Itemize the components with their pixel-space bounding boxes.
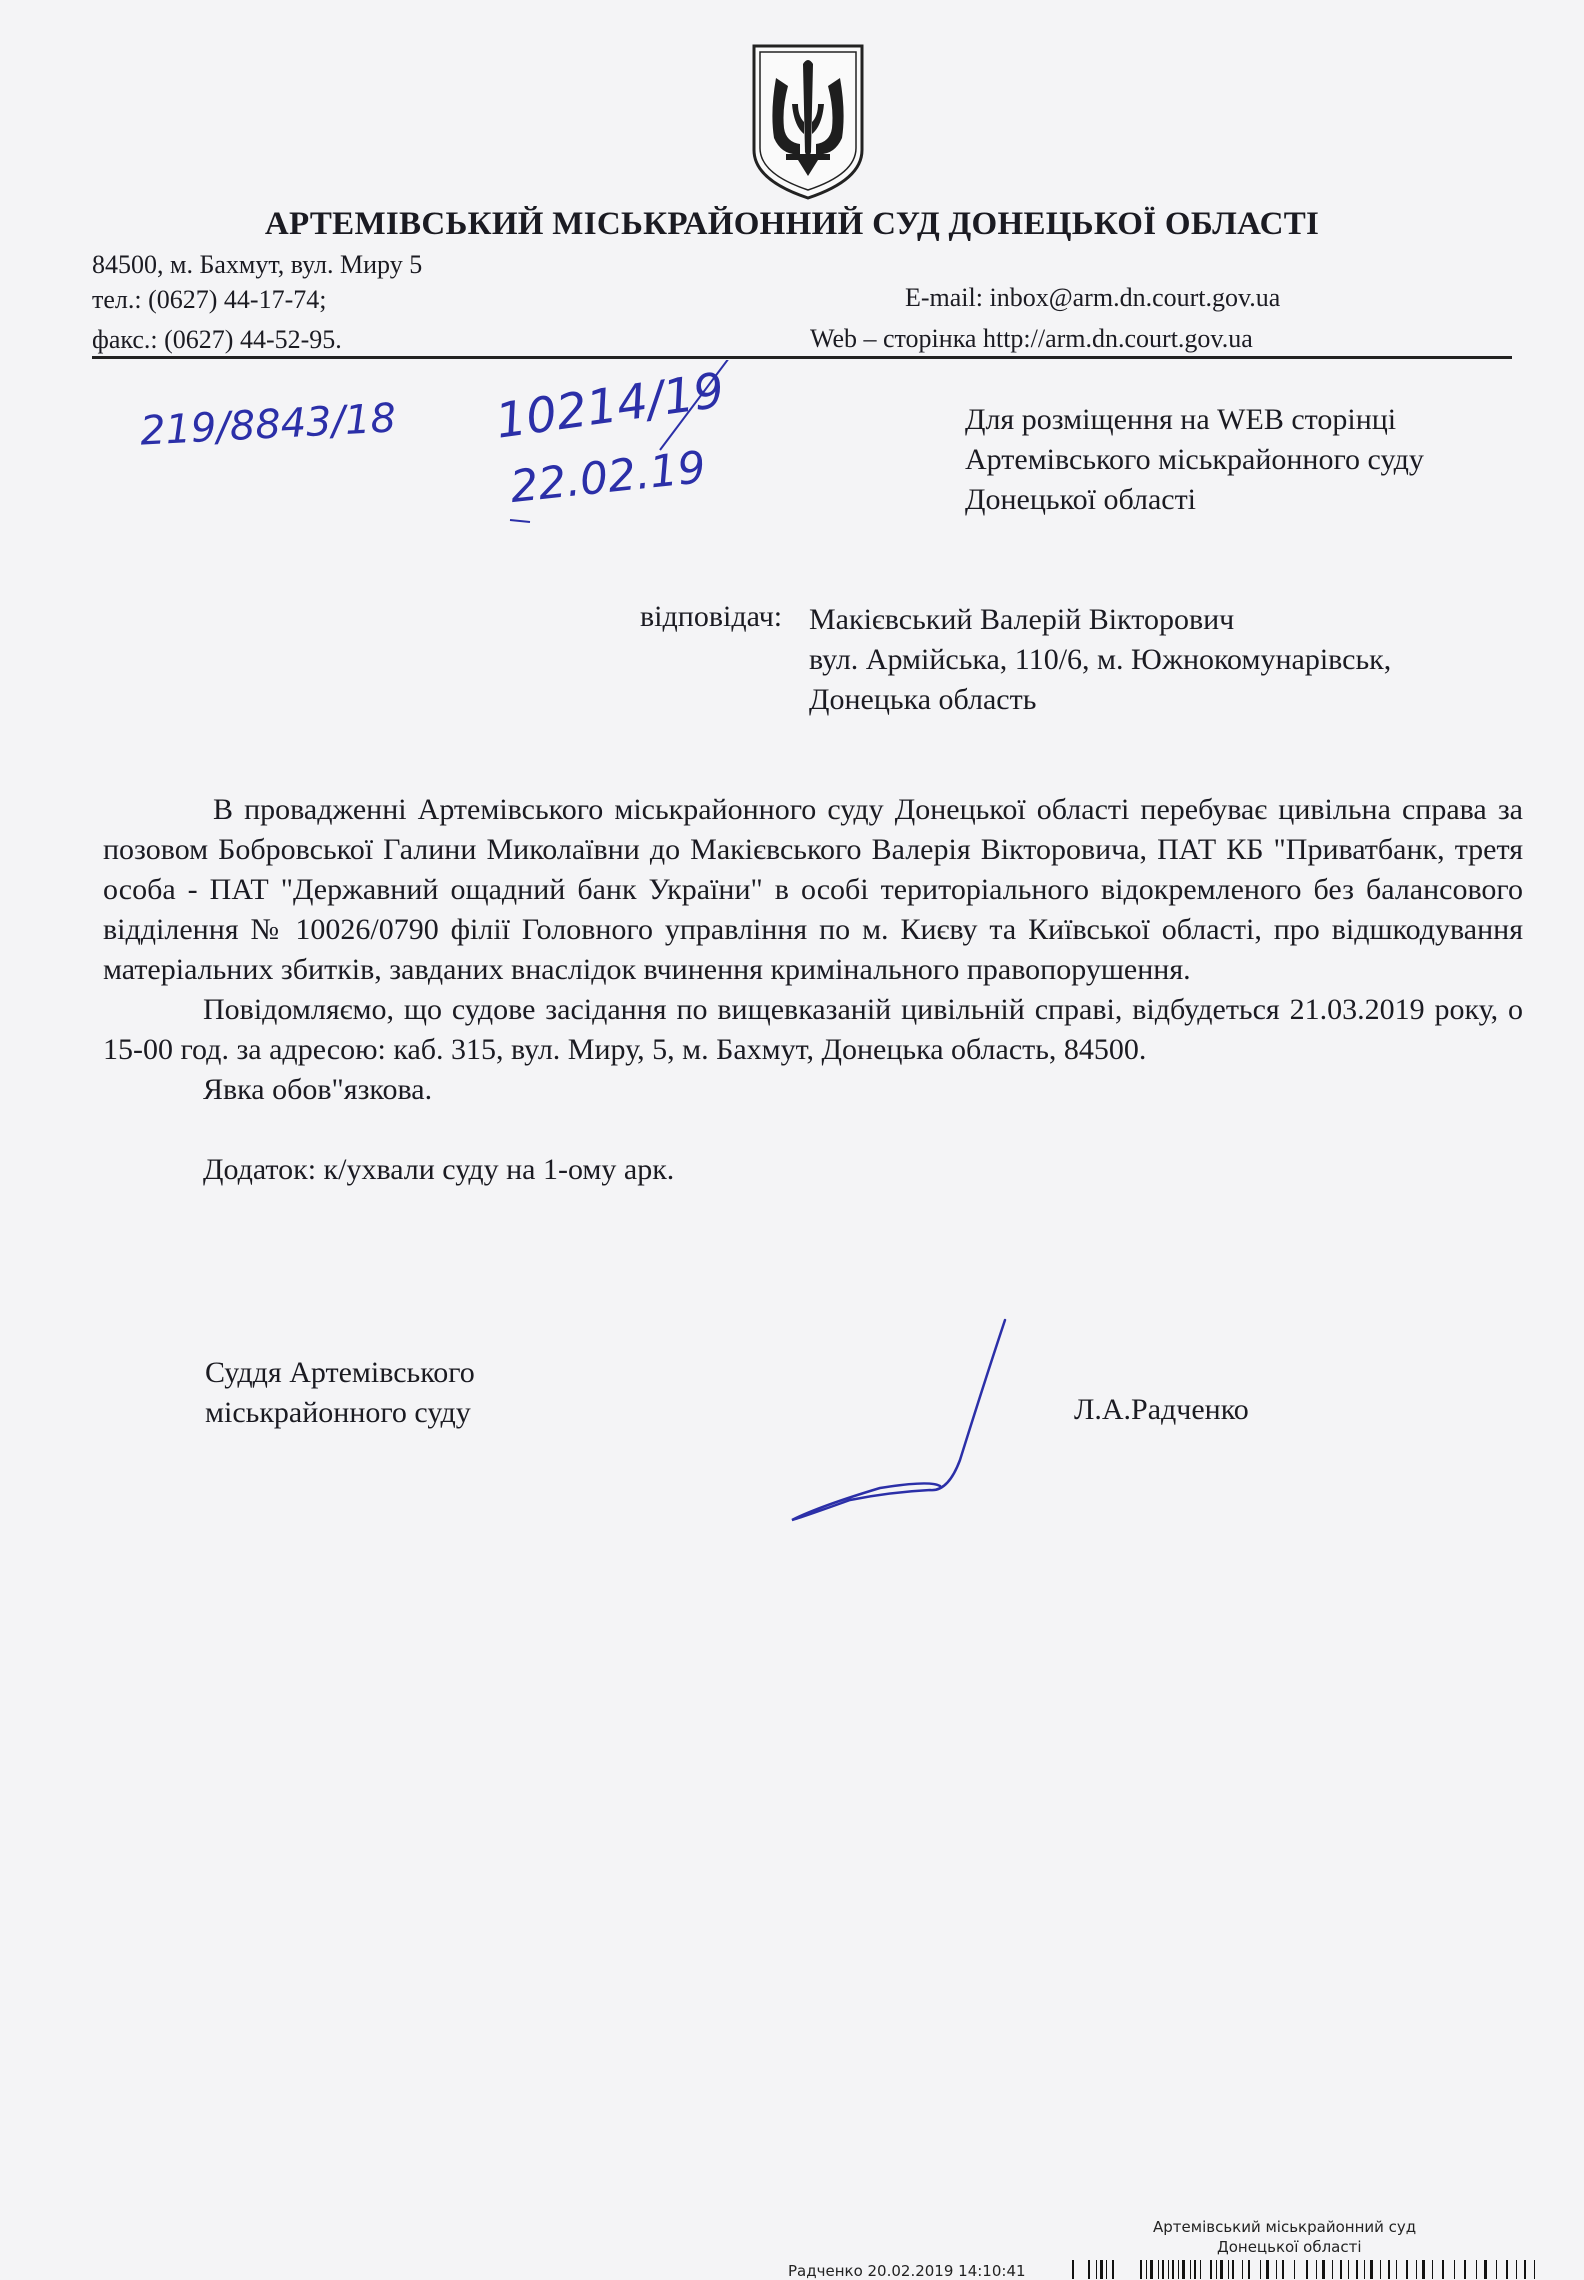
recipient-line: Артемівського міськрайонного суду [965, 443, 1424, 476]
judge-title-line: Суддя Артемівського [205, 1356, 475, 1389]
court-email: E-mail: inbox@arm.dn.court.gov.ua [905, 283, 1281, 312]
footer-timestamp: Радченко 20.02.2019 14:10:41 [788, 2262, 1026, 2280]
court-fax: факс.: (0627) 44-52-95. [92, 325, 342, 354]
attendance-note: Явка обов"язкова. [203, 1073, 433, 1106]
judge-title [205, 1353, 475, 1433]
attachment-note: Додаток: к/ухвали суду на 1-ому арк. [203, 1153, 675, 1186]
letter-body [103, 790, 1523, 1190]
recipient-line: Для розміщення на WEB сторінці [965, 403, 1397, 436]
handwritten-incoming-number: 10214/19 [492, 362, 728, 450]
respondent-street: вул. Армійська, 110/6, м. Южнокомунарівськ, [809, 643, 1392, 676]
footer-court-line: Донецької області [1217, 2238, 1362, 2256]
body-paragraph: В провадженні Артемівського міськрайонного суду Донецької області перебуває цивільна справа за позовом Бобровської Галини Миколаївни до Макієвського Валерія Вікторовича, ПАТ КБ "Приватбанк, третя особа - ПАТ "Державний ощадний банк України" в особі територіального відокремленого без балансового відділення № 10026/0790 філії Головного управління по м. Києву та Київської області, про відшкодування матеріальних збитків, завданих внаслідок вчинення кримінального правопорушення. [103, 793, 1523, 986]
court-phone: тел.: (0627) 44-17-74; [92, 285, 327, 314]
judge-title-line: міськрайонного суду [205, 1396, 471, 1429]
body-paragraph: Повідомляємо, що судове засідання по вищевказаній цивільній справі, відбудеться 21.03.2019 року, о 15-00 год. за адресою: каб. 315, вул. Миру, 5, м. Бахмут, Донецька область, 84500. [103, 993, 1523, 1066]
handwritten-reg-number: 219/8843/18 [138, 395, 398, 455]
court-name: АРТЕМІВСЬКИЙ МІСЬКРАЙОННИЙ СУД ДОНЕЦЬКОЇ ОБЛАСТІ [264, 206, 1320, 242]
header-divider [92, 356, 1512, 359]
recipient-block [965, 400, 1424, 520]
respondent-name: Макієвський Валерій Вікторович [809, 603, 1235, 636]
judge-name: Л.А.Радченко [1074, 1393, 1249, 1426]
respondent-region: Донецька область [809, 683, 1037, 716]
coat-of-arms-icon [748, 42, 868, 202]
court-website: Web – сторінка http://arm.dn.court.gov.ua [810, 324, 1253, 353]
respondent-block [809, 600, 1391, 720]
handwritten-date: 22.02.19 [507, 441, 709, 514]
recipient-line: Донецької області [965, 483, 1197, 516]
barcode-icon [1070, 2258, 1540, 2279]
handwritten-signature [780, 1310, 1020, 1530]
footer-court-line: Артемівський міськрайонний суд [1153, 2218, 1417, 2236]
court-address: 84500, м. Бахмут, вул. Миру 5 [92, 250, 423, 279]
respondent-label: відповідач: [640, 600, 783, 633]
